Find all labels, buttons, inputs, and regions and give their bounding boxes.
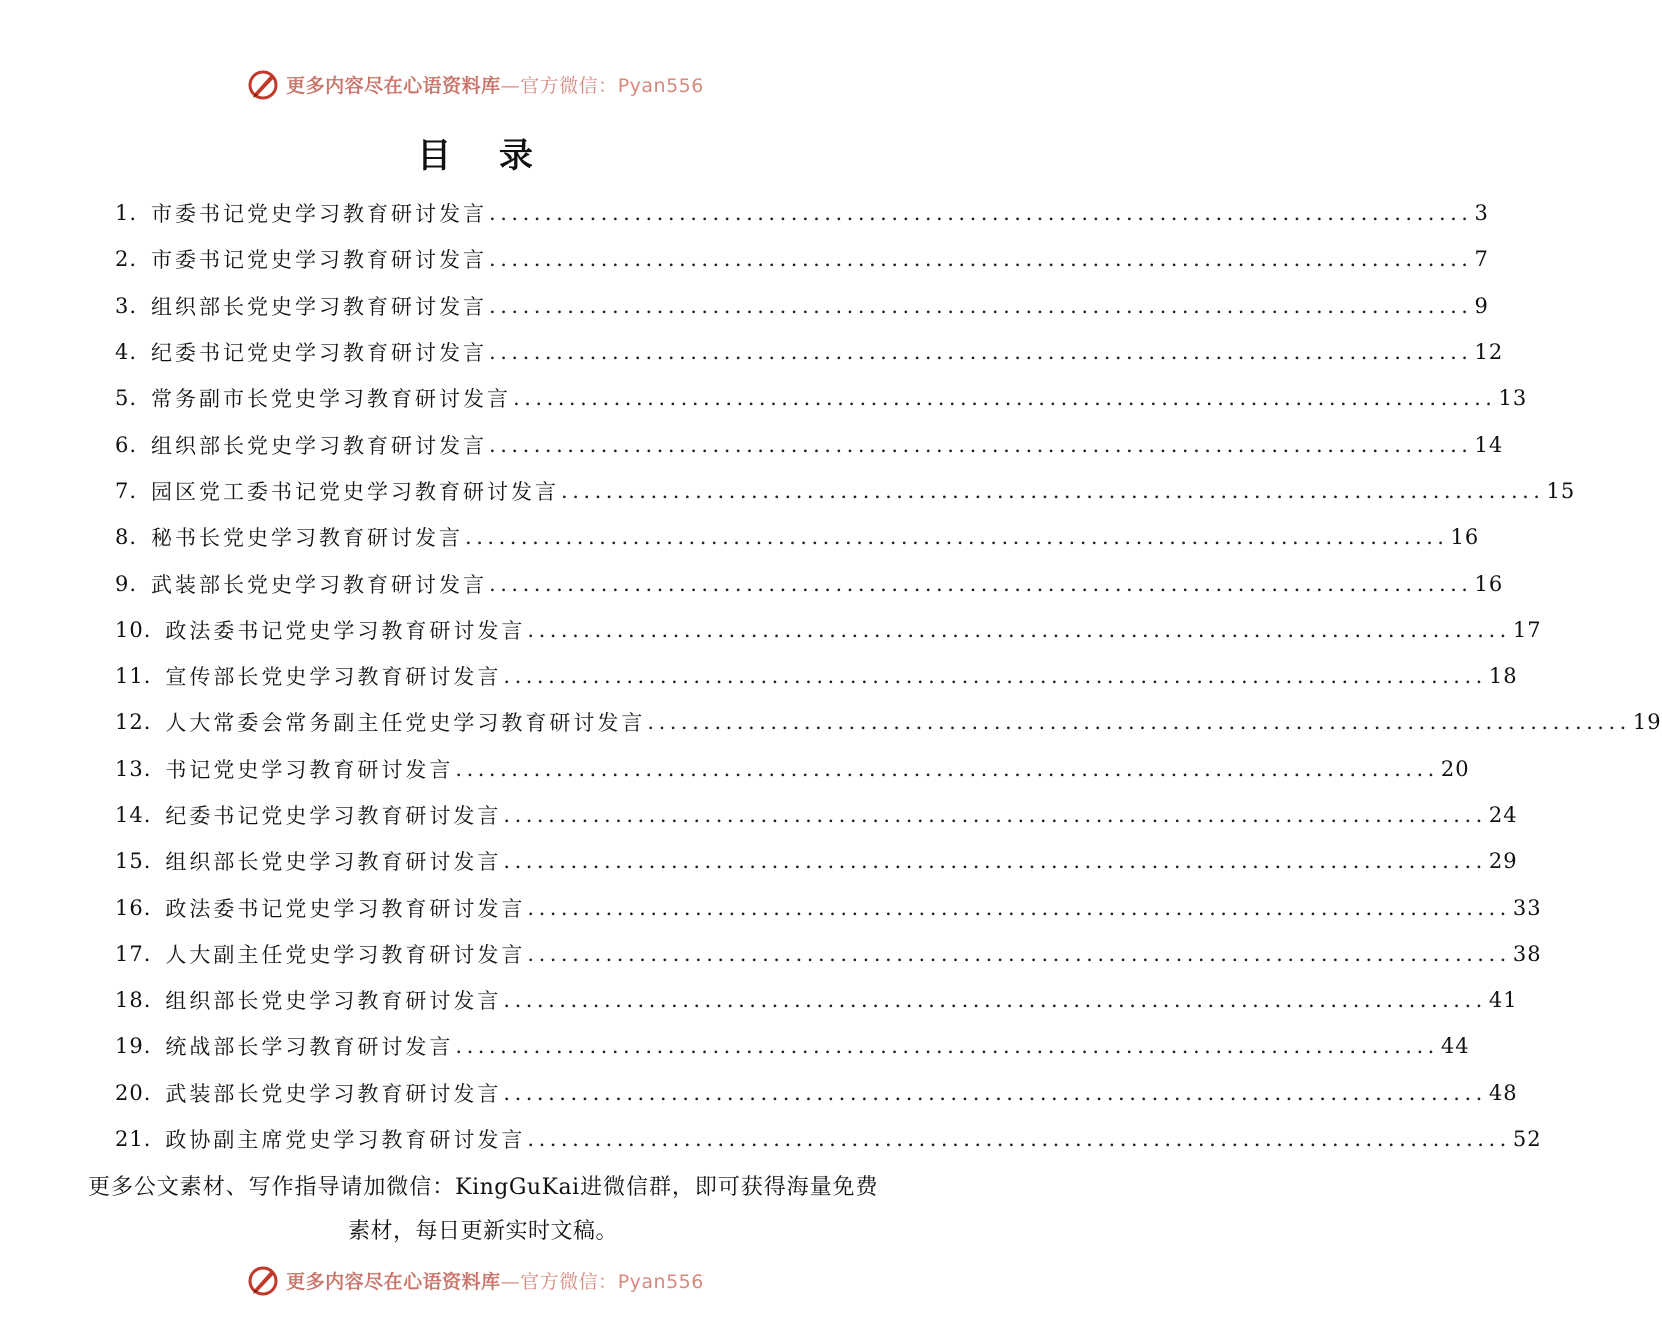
toc-number: 15. — [115, 849, 152, 874]
toc-label: 市委书记党史学习教育研讨发言 — [151, 248, 488, 273]
toc-item[interactable] — [115, 1116, 1542, 1162]
toc-label: 政协副主席党史学习教育研讨发言 — [165, 1128, 526, 1153]
toc-item[interactable] — [115, 190, 1489, 236]
toc-number: 5. — [115, 386, 138, 411]
toc-page: 20 — [1440, 756, 1470, 781]
toc-page: 13 — [1498, 386, 1528, 411]
toc-leader: ........................................................................................ — [489, 340, 1473, 365]
toc-number: 6. — [115, 432, 138, 457]
toc-leader: ........................................................................................ — [503, 988, 1487, 1013]
toc-label: 组织部长党史学习教育研讨发言 — [151, 433, 488, 458]
toc-item[interactable] — [115, 838, 1518, 884]
toc-item[interactable] — [115, 375, 1528, 421]
toc-label: 政法委书记党史学习教育研讨发言 — [165, 618, 526, 643]
banner-dash: — — [500, 1270, 521, 1293]
toc-item[interactable] — [115, 283, 1489, 329]
toc-page: 17 — [1512, 617, 1542, 642]
toc-number: 11. — [115, 664, 152, 689]
toc-leader: ........................................................................................ — [527, 895, 1511, 920]
toc-leader: ........................................................................................ — [489, 247, 1473, 272]
toc-page: 7 — [1474, 247, 1489, 272]
toc-item[interactable] — [115, 607, 1542, 653]
toc-leader: ........................................................................................ — [647, 710, 1631, 735]
toc-label: 市委书记党史学习教育研讨发言 — [151, 202, 488, 227]
table-of-contents — [115, 190, 1662, 1162]
toc-page: 24 — [1488, 803, 1518, 827]
toc-label: 秘书长党史学习教育研讨发言 — [151, 526, 464, 551]
toc-page: 14 — [1474, 432, 1504, 457]
toc-label: 武装部长党史学习教育研讨发言 — [151, 572, 488, 597]
toc-leader: ........................................................................................ — [503, 849, 1487, 874]
toc-number: 9. — [115, 571, 138, 596]
banner-brand: 更多内容尽在心语资料库 — [286, 74, 501, 97]
toc-leader: ........................................................................................ — [489, 432, 1473, 457]
toc-number: 2. — [115, 247, 138, 272]
toc-number: 21. — [115, 1127, 152, 1152]
toc-number: 20. — [115, 1080, 152, 1105]
toc-page: 16 — [1474, 571, 1504, 596]
toc-page: 33 — [1512, 895, 1542, 920]
toc-page: 38 — [1512, 941, 1542, 966]
toc-item[interactable] — [115, 792, 1518, 838]
banner-wechat-id: Pyan556 — [617, 1270, 704, 1293]
toc-page: 29 — [1488, 849, 1518, 874]
quill-logo-icon — [246, 67, 280, 101]
toc-page: 41 — [1488, 988, 1518, 1013]
toc-label: 统战部长学习教育研讨发言 — [165, 1035, 454, 1060]
toc-label: 武装部长党史学习教育研讨发言 — [165, 1081, 502, 1106]
toc-leader: ........................................................................................ — [489, 293, 1473, 318]
toc-leader: ........................................................................................ — [503, 1080, 1487, 1105]
toc-item[interactable] — [115, 514, 1480, 560]
toc-number: 10. — [115, 617, 152, 642]
toc-item[interactable] — [115, 653, 1518, 699]
quill-logo-icon — [246, 1263, 280, 1297]
toc-page: 52 — [1512, 1127, 1542, 1152]
banner-wechat-label: 官方微信： — [520, 1270, 618, 1293]
toc-label: 人大常委会常务副主任党史学习教育研讨发言 — [165, 711, 646, 736]
toc-label: 书记党史学习教育研讨发言 — [165, 757, 454, 782]
toc-label: 园区党工委书记党史学习教育研讨发言 — [151, 479, 560, 504]
toc-item[interactable] — [115, 329, 1504, 375]
promo-note: 更多公文素材、写作指导请加微信：KingGuKai进微信群，即可获得海量免费素材，每日更新实时文稿。 — [88, 1175, 878, 1244]
toc-label: 纪委书记党史学习教育研讨发言 — [165, 804, 502, 828]
toc-item[interactable] — [115, 746, 1470, 792]
toc-number: 16. — [115, 895, 152, 920]
toc-item[interactable] — [115, 1023, 1470, 1069]
toc-item[interactable] — [115, 468, 1576, 514]
toc-label: 纪委书记党史学习教育研讨发言 — [151, 341, 488, 366]
toc-number: 13. — [115, 756, 152, 781]
toc-page: 18 — [1488, 664, 1518, 689]
toc-leader: ........................................................................................ — [489, 201, 1473, 226]
toc-number: 17. — [115, 941, 152, 966]
toc-label: 组织部长党史学习教育研讨发言 — [165, 989, 502, 1014]
banner-dash: — — [500, 74, 521, 97]
toc-item[interactable] — [115, 699, 1662, 745]
toc-leader: ........................................................................................ — [527, 617, 1511, 642]
toc-page: 9 — [1474, 293, 1489, 318]
toc-page: 12 — [1474, 340, 1504, 365]
toc-number: 8. — [115, 525, 138, 550]
toc-item[interactable] — [115, 931, 1542, 977]
banner-wechat-label: 官方微信： — [520, 74, 618, 97]
toc-number: 1. — [115, 201, 138, 226]
toc-leader: ........................................................................................ — [503, 664, 1487, 689]
toc-label: 组织部长党史学习教育研讨发言 — [165, 850, 502, 875]
toc-item[interactable] — [115, 884, 1542, 930]
toc-page: 16 — [1450, 525, 1480, 550]
toc-leader: ........................................................................................ — [503, 803, 1487, 827]
toc-label: 组织部长党史学习教育研讨发言 — [151, 294, 488, 319]
toc-number: 18. — [115, 988, 152, 1013]
toc-leader: ........................................................................................ — [465, 525, 1449, 550]
toc-label: 宣传部长党史学习教育研讨发言 — [165, 665, 502, 690]
toc-number: 12. — [115, 710, 152, 735]
toc-label: 政法委书记党史学习教育研讨发言 — [165, 896, 526, 921]
header-banner — [0, 62, 950, 106]
toc-leader: ........................................................................................ — [527, 1127, 1511, 1152]
page-title: 目 录 — [417, 136, 551, 176]
toc-item[interactable] — [115, 421, 1504, 467]
toc-label: 常务副市长党史学习教育研讨发言 — [151, 387, 512, 412]
toc-number: 14. — [115, 803, 152, 827]
banner-wechat-id: Pyan556 — [617, 74, 704, 97]
toc-leader: ........................................................................................ — [561, 478, 1545, 503]
toc-item[interactable] — [115, 1070, 1518, 1116]
toc-item[interactable] — [115, 977, 1518, 1023]
toc-page: 19 — [1632, 710, 1662, 735]
toc-item[interactable] — [115, 236, 1489, 282]
toc-page: 3 — [1474, 201, 1489, 226]
toc-number: 4. — [115, 340, 138, 365]
toc-page: 48 — [1488, 1080, 1518, 1105]
toc-leader: ........................................................................................ — [455, 756, 1439, 781]
toc-page: 15 — [1546, 478, 1576, 503]
toc-item[interactable] — [115, 560, 1504, 606]
toc-label: 人大副主任党史学习教育研讨发言 — [165, 942, 526, 967]
footer-banner — [0, 1258, 950, 1302]
toc-number: 19. — [115, 1034, 152, 1059]
banner-brand: 更多内容尽在心语资料库 — [286, 1270, 501, 1293]
toc-leader: ........................................................................................ — [527, 941, 1511, 966]
toc-number: 7. — [115, 478, 138, 503]
toc-leader: ........................................................................................ — [489, 571, 1473, 596]
toc-leader: ........................................................................................ — [513, 386, 1497, 411]
toc-page: 44 — [1440, 1034, 1470, 1059]
toc-leader: ........................................................................................ — [455, 1034, 1439, 1059]
toc-number: 3. — [115, 293, 138, 318]
